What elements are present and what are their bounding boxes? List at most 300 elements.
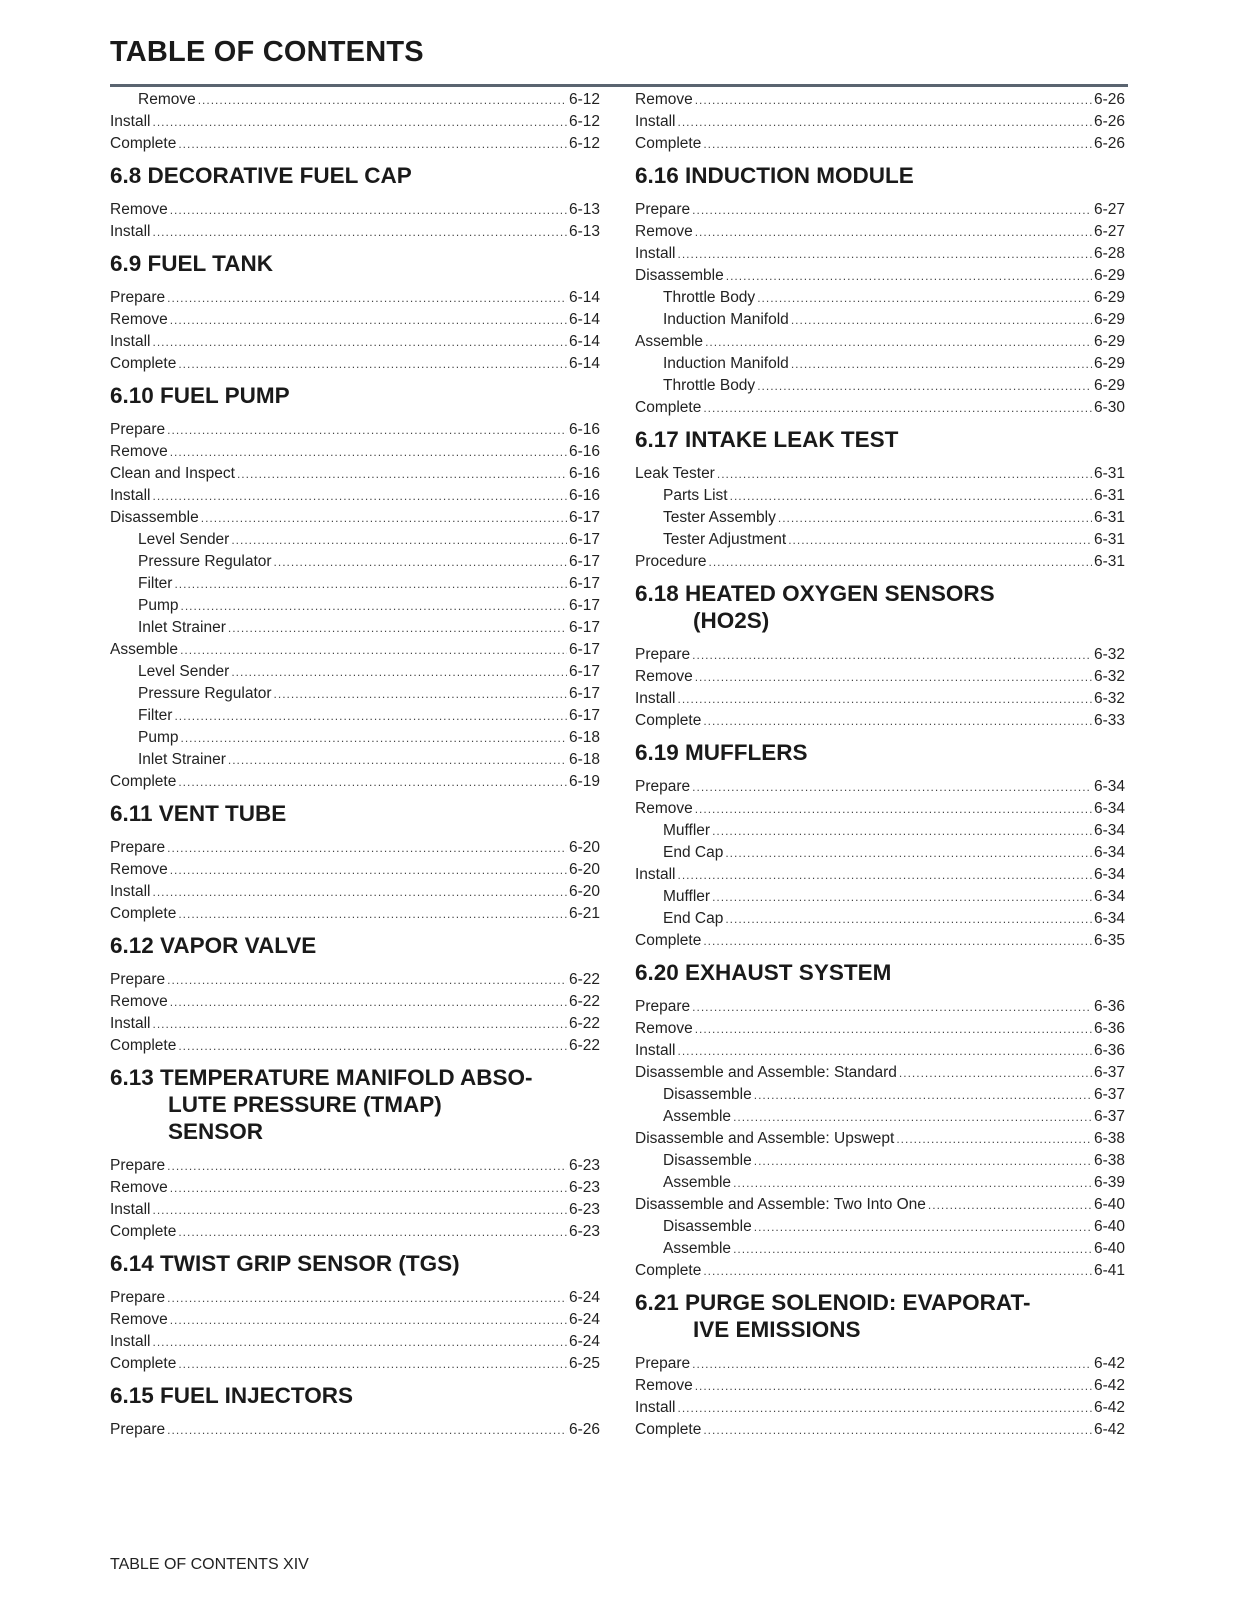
section-heading-text: 6.18 HEATED OXYGEN SENSORS — [635, 581, 995, 606]
dot-leader — [228, 749, 567, 771]
dot-leader — [228, 617, 567, 639]
toc-entry-disassemble[interactable] — [635, 265, 1125, 287]
toc-entry-page: 6-23 — [568, 1223, 600, 1240]
dot-leader — [181, 595, 567, 617]
toc-entry-prepare[interactable] — [635, 644, 1125, 666]
dot-leader — [692, 1353, 1092, 1375]
toc-entry-remove[interactable] — [635, 221, 1125, 243]
toc-entry-label: Prepare — [635, 1355, 691, 1372]
dot-leader — [198, 89, 567, 111]
section-heading-text: 6.15 FUEL INJECTORS — [110, 1383, 353, 1408]
toc-entry-label: Complete — [635, 399, 702, 416]
toc-entry-label: Prepare — [110, 839, 166, 856]
dot-leader — [153, 111, 567, 133]
toc-entry-label: Clean and Inspect — [110, 465, 235, 482]
toc-section — [110, 932, 600, 1057]
dot-leader — [791, 309, 1092, 331]
section-heading[interactable] — [635, 1289, 1125, 1343]
dot-leader — [725, 842, 1092, 864]
toc-entry-label: Install — [110, 883, 151, 900]
toc-entry-page: 6-38 — [1093, 1152, 1125, 1169]
toc-entry-prepare[interactable] — [110, 1155, 600, 1177]
dot-leader — [178, 1221, 567, 1243]
toc-entry-remove[interactable] — [635, 798, 1125, 820]
toc-entry-page: 6-41 — [1093, 1262, 1125, 1279]
toc-entry-page: 6-17 — [568, 641, 600, 658]
toc-entry-page: 6-20 — [568, 839, 600, 856]
toc-entry-page: 6-32 — [1093, 690, 1125, 707]
dot-leader — [174, 573, 567, 595]
toc-entry-label: Prepare — [635, 998, 691, 1015]
dot-leader — [703, 1419, 1092, 1441]
dot-leader — [778, 507, 1092, 529]
toc-entry-tester-adjustment[interactable] — [635, 529, 1125, 551]
section-heading[interactable] — [110, 162, 600, 189]
toc-entry-label: Remove — [110, 311, 168, 328]
toc-entry-label: Remove — [110, 993, 168, 1010]
toc-entry-complete[interactable] — [110, 353, 600, 375]
toc-entry-label: Disassemble — [663, 1152, 752, 1169]
toc-entry-label: Install — [635, 866, 676, 883]
toc-entry-throttle-body[interactable] — [635, 375, 1125, 397]
toc-entry-label: Remove — [635, 800, 693, 817]
toc-entry-assemble[interactable] — [635, 1238, 1125, 1260]
toc-entry-prepare[interactable] — [635, 199, 1125, 221]
toc-entry-leak-tester[interactable] — [635, 463, 1125, 485]
dot-leader — [754, 1084, 1092, 1106]
toc-entry-prepare[interactable] — [110, 419, 600, 441]
toc-entry-level-sender[interactable] — [110, 661, 600, 683]
dot-leader — [170, 1177, 567, 1199]
section-heading-text: 6.21 PURGE SOLENOID: EVAPORAT- — [635, 1290, 1031, 1315]
dot-leader — [733, 1106, 1092, 1128]
toc-entry-label: Install — [110, 113, 151, 130]
toc-entry-assemble[interactable] — [110, 639, 600, 661]
toc-entry-label: Remove — [110, 201, 168, 218]
toc-entry-disassemble[interactable] — [635, 1216, 1125, 1238]
toc-entry-label: Disassemble — [110, 509, 199, 526]
toc-section — [635, 580, 1125, 732]
toc-entry-remove[interactable] — [110, 89, 600, 111]
toc-entry-page: 6-37 — [1093, 1064, 1125, 1081]
toc-entry-filter[interactable] — [110, 573, 600, 595]
toc-entry-install[interactable] — [110, 111, 600, 133]
toc-entry-label: Remove — [635, 91, 693, 108]
toc-entry-disassemble[interactable] — [635, 1150, 1125, 1172]
toc-entry-label: Pump — [138, 597, 179, 614]
toc-entry-install[interactable] — [635, 1397, 1125, 1419]
toc-entry-install[interactable] — [110, 331, 600, 353]
toc-entry-page: 6-38 — [1093, 1130, 1125, 1147]
toc-entry-page: 6-37 — [1093, 1086, 1125, 1103]
toc-entry-remove[interactable] — [110, 309, 600, 331]
toc-entry-disassemble-and-assemble-standard[interactable] — [635, 1062, 1125, 1084]
toc-entry-label: Install — [110, 223, 151, 240]
toc-entry-label: Prepare — [110, 289, 166, 306]
toc-entry-install[interactable] — [635, 243, 1125, 265]
toc-entry-remove[interactable] — [110, 1309, 600, 1331]
toc-entry-label: Assemble — [663, 1108, 732, 1125]
toc-entry-remove[interactable] — [635, 666, 1125, 688]
toc-entry-label: Induction Manifold — [663, 311, 789, 328]
toc-entry-label: Complete — [110, 905, 177, 922]
toc-entry-page: 6-16 — [568, 487, 600, 504]
section-heading-text: 6.20 EXHAUST SYSTEM — [635, 960, 892, 985]
toc-entry-page: 6-29 — [1093, 377, 1125, 394]
toc-entry-page: 6-22 — [568, 993, 600, 1010]
toc-entry-remove[interactable] — [110, 991, 600, 1013]
toc-entry-page: 6-14 — [568, 289, 600, 306]
dot-leader — [899, 1062, 1092, 1084]
toc-entry-page: 6-29 — [1093, 333, 1125, 350]
toc-entry-pressure-regulator[interactable] — [110, 551, 600, 573]
header-rule — [110, 84, 1128, 87]
dot-leader — [692, 644, 1092, 666]
toc-entry-label: Inlet Strainer — [138, 751, 226, 768]
dot-leader — [178, 353, 567, 375]
dot-leader — [692, 199, 1092, 221]
toc-entry-label: Complete — [635, 1421, 702, 1438]
dot-leader — [178, 1353, 567, 1375]
toc-entry-label: End Cap — [663, 910, 724, 927]
toc-entry-page: 6-16 — [568, 465, 600, 482]
dot-leader — [695, 666, 1092, 688]
section-heading-continuation: (HO2S) — [693, 608, 770, 633]
toc-entry-induction-manifold[interactable] — [635, 353, 1125, 375]
toc-entry-label: Install — [110, 1015, 151, 1032]
toc-entry-inlet-strainer[interactable] — [110, 749, 600, 771]
toc-entry-end-cap[interactable] — [635, 842, 1125, 864]
toc-entry-label: Complete — [110, 773, 177, 790]
toc-entry-page: 6-13 — [568, 223, 600, 240]
toc-entry-label: Disassemble — [663, 1086, 752, 1103]
toc-entry-assemble[interactable] — [635, 1106, 1125, 1128]
toc-entry-label: Remove — [635, 668, 693, 685]
toc-entry-prepare[interactable] — [635, 996, 1125, 1018]
toc-entry-install[interactable] — [110, 221, 600, 243]
toc-entry-label: Prepare — [110, 421, 166, 438]
toc-entry-page: 6-36 — [1093, 1020, 1125, 1037]
toc-entry-install[interactable] — [635, 111, 1125, 133]
toc-entry-page: 6-22 — [568, 971, 600, 988]
toc-entry-page: 6-18 — [568, 729, 600, 746]
toc-entry-clean-and-inspect[interactable] — [110, 463, 600, 485]
toc-entry-disassemble-and-assemble-upswept[interactable] — [635, 1128, 1125, 1150]
section-heading[interactable] — [110, 932, 600, 959]
toc-entry-prepare[interactable] — [110, 1419, 600, 1441]
toc-entry-install[interactable] — [110, 485, 600, 507]
toc-entry-install[interactable] — [635, 688, 1125, 710]
toc-entry-page: 6-17 — [568, 575, 600, 592]
toc-section — [110, 1382, 600, 1441]
toc-entry-assemble[interactable] — [635, 1172, 1125, 1194]
toc-entry-label: Remove — [110, 1311, 168, 1328]
dot-leader — [725, 908, 1092, 930]
toc-entry-complete[interactable] — [110, 903, 600, 925]
toc-section — [635, 426, 1125, 573]
dot-leader — [705, 331, 1092, 353]
toc-entry-label: Prepare — [110, 1157, 166, 1174]
toc-entry-prepare[interactable] — [635, 776, 1125, 798]
toc-entry-page: 6-31 — [1093, 509, 1125, 526]
toc-entry-label: Tester Adjustment — [663, 531, 787, 548]
toc-entry-label: Remove — [635, 1377, 693, 1394]
toc-entry-page: 6-29 — [1093, 267, 1125, 284]
toc-entry-remove[interactable] — [110, 199, 600, 221]
dot-leader — [678, 688, 1092, 710]
toc-entry-label: Install — [635, 113, 676, 130]
toc-entry-page: 6-37 — [1093, 1108, 1125, 1125]
toc-entry-filter[interactable] — [110, 705, 600, 727]
toc-entry-install[interactable] — [110, 1331, 600, 1353]
toc-left-column — [110, 89, 600, 1441]
toc-entry-complete[interactable] — [110, 1035, 600, 1057]
dot-leader — [231, 529, 567, 551]
section-heading-text: 6.11 VENT TUBE — [110, 801, 287, 826]
toc-entry-page: 6-21 — [568, 905, 600, 922]
toc-entry-page: 6-17 — [568, 619, 600, 636]
section-heading-text: 6.10 FUEL PUMP — [110, 383, 290, 408]
toc-entry-pump[interactable] — [110, 727, 600, 749]
toc-entry-install[interactable] — [110, 1199, 600, 1221]
toc-entry-page: 6-14 — [568, 333, 600, 350]
toc-entry-label: Complete — [635, 932, 702, 949]
toc-entry-label: Prepare — [635, 201, 691, 218]
dot-leader — [274, 683, 567, 705]
toc-entry-remove[interactable] — [635, 1375, 1125, 1397]
toc-entry-prepare[interactable] — [110, 837, 600, 859]
section-heading[interactable] — [110, 250, 600, 277]
dot-leader — [178, 133, 567, 155]
toc-entry-page: 6-29 — [1093, 289, 1125, 306]
toc-entry-complete[interactable] — [635, 930, 1125, 952]
toc-entry-throttle-body[interactable] — [635, 287, 1125, 309]
toc-entry-page: 6-12 — [568, 113, 600, 130]
toc-entry-prepare[interactable] — [110, 1287, 600, 1309]
dot-leader — [153, 881, 567, 903]
dot-leader — [153, 1199, 567, 1221]
dot-leader — [717, 463, 1092, 485]
dot-leader — [695, 798, 1092, 820]
toc-right-column — [635, 89, 1125, 1441]
toc-entry-complete[interactable] — [110, 771, 600, 793]
toc-entry-remove[interactable] — [110, 859, 600, 881]
dot-leader — [695, 1018, 1092, 1040]
toc-entry-page: 6-23 — [568, 1201, 600, 1218]
toc-entry-induction-manifold[interactable] — [635, 309, 1125, 331]
dot-leader — [678, 1040, 1092, 1062]
toc-entry-label: Level Sender — [138, 663, 230, 680]
toc-entry-page: 6-27 — [1093, 201, 1125, 218]
toc-entry-label: Pressure Regulator — [138, 553, 272, 570]
dot-leader — [167, 837, 567, 859]
toc-entry-label: Induction Manifold — [663, 355, 789, 372]
toc-entry-label: Disassemble and Assemble: Standard — [635, 1064, 897, 1081]
toc-entry-complete[interactable] — [635, 1260, 1125, 1282]
toc-entry-complete[interactable] — [635, 133, 1125, 155]
toc-entry-remove[interactable] — [635, 1018, 1125, 1040]
toc-entry-label: Install — [635, 1042, 676, 1059]
toc-entry-assemble[interactable] — [635, 331, 1125, 353]
section-heading-continuation: IVE EMISSIONS — [693, 1317, 861, 1342]
toc-entry-label: Install — [110, 1333, 151, 1350]
toc-entry-complete[interactable] — [635, 397, 1125, 419]
toc-entry-level-sender[interactable] — [110, 529, 600, 551]
toc-entry-label: Leak Tester — [635, 465, 715, 482]
toc-entry-page: 6-17 — [568, 531, 600, 548]
dot-leader — [712, 886, 1092, 908]
toc-entry-label: Disassemble and Assemble: Two Into One — [635, 1196, 926, 1213]
toc-entry-page: 6-30 — [1093, 399, 1125, 416]
toc-entry-page: 6-26 — [1093, 135, 1125, 152]
section-heading[interactable] — [635, 580, 1125, 634]
page-footer: TABLE OF CONTENTS XIV — [110, 1556, 309, 1573]
toc-entry-page: 6-39 — [1093, 1174, 1125, 1191]
toc-entry-pump[interactable] — [110, 595, 600, 617]
dot-leader — [274, 551, 567, 573]
section-heading[interactable] — [635, 426, 1125, 453]
toc-entry-parts-list[interactable] — [635, 485, 1125, 507]
toc-entry-label: Complete — [110, 1355, 177, 1372]
toc-entry-label: Assemble — [635, 333, 704, 350]
toc-section — [110, 1250, 600, 1375]
section-heading[interactable] — [635, 162, 1125, 189]
toc-section — [635, 739, 1125, 952]
toc-entry-end-cap[interactable] — [635, 908, 1125, 930]
dot-leader — [170, 199, 567, 221]
toc-entry-complete[interactable] — [110, 133, 600, 155]
toc-entry-label: Disassemble — [663, 1218, 752, 1235]
dot-leader — [757, 287, 1092, 309]
toc-entry-disassemble[interactable] — [635, 1084, 1125, 1106]
toc-entry-muffler[interactable] — [635, 886, 1125, 908]
toc-entry-label: Inlet Strainer — [138, 619, 226, 636]
toc-entry-complete[interactable] — [635, 710, 1125, 732]
section-heading[interactable] — [110, 1064, 600, 1145]
toc-entry-remove[interactable] — [635, 89, 1125, 111]
toc-section — [110, 250, 600, 375]
toc-entry-label: Complete — [635, 712, 702, 729]
toc-section — [635, 162, 1125, 419]
toc-entry-label: Tester Assembly — [663, 509, 776, 526]
toc-entry-label: Complete — [635, 1262, 702, 1279]
dot-leader — [733, 1172, 1092, 1194]
toc-entry-complete[interactable] — [110, 1221, 600, 1243]
dot-leader — [692, 776, 1092, 798]
toc-entry-prepare[interactable] — [635, 1353, 1125, 1375]
dot-leader — [167, 419, 567, 441]
section-heading[interactable] — [635, 739, 1125, 766]
toc-entry-muffler[interactable] — [635, 820, 1125, 842]
toc-entry-label: Filter — [138, 575, 173, 592]
dot-leader — [170, 859, 567, 881]
section-heading[interactable] — [110, 800, 600, 827]
toc-entry-label: Muffler — [663, 888, 711, 905]
toc-entry-label: Prepare — [110, 971, 166, 988]
toc-entry-page: 6-32 — [1093, 646, 1125, 663]
toc-entry-complete[interactable] — [110, 1353, 600, 1375]
toc-entry-prepare[interactable] — [110, 287, 600, 309]
toc-entry-remove[interactable] — [110, 441, 600, 463]
toc-entry-prepare[interactable] — [110, 969, 600, 991]
section-heading[interactable] — [110, 1382, 600, 1409]
section-heading-text: 6.17 INTAKE LEAK TEST — [635, 427, 899, 452]
toc-entry-page: 6-17 — [568, 663, 600, 680]
toc-entry-install[interactable] — [110, 1013, 600, 1035]
dot-leader — [153, 331, 567, 353]
toc-entry-page: 6-27 — [1093, 223, 1125, 240]
toc-entry-page: 6-31 — [1093, 487, 1125, 504]
section-heading[interactable] — [635, 959, 1125, 986]
toc-entry-page: 6-13 — [568, 201, 600, 218]
section-heading[interactable] — [110, 382, 600, 409]
dot-leader — [678, 111, 1092, 133]
toc-entry-page: 6-29 — [1093, 355, 1125, 372]
section-heading-text: 6.12 VAPOR VALVE — [110, 933, 317, 958]
page-title: TABLE OF CONTENTS — [110, 36, 424, 68]
dot-leader — [791, 353, 1092, 375]
dot-leader — [692, 996, 1092, 1018]
toc-entry-page: 6-34 — [1093, 844, 1125, 861]
dot-leader — [896, 1128, 1092, 1150]
dot-leader — [703, 1260, 1092, 1282]
section-heading-text: 6.8 DECORATIVE FUEL CAP — [110, 163, 412, 188]
toc-entry-page: 6-40 — [1093, 1218, 1125, 1235]
toc-entry-label: Assemble — [110, 641, 179, 658]
toc-entry-disassemble[interactable] — [110, 507, 600, 529]
toc-entry-page: 6-23 — [568, 1157, 600, 1174]
section-heading-continuation: SENSOR — [168, 1119, 264, 1144]
toc-entry-page: 6-42 — [1093, 1399, 1125, 1416]
dot-leader — [703, 710, 1092, 732]
toc-entry-label: Complete — [635, 135, 702, 152]
toc-entry-label: Parts List — [663, 487, 728, 504]
section-heading[interactable] — [110, 1250, 600, 1277]
toc-entry-page: 6-40 — [1093, 1240, 1125, 1257]
toc-entry-label: Remove — [635, 1020, 693, 1037]
toc-entry-page: 6-31 — [1093, 553, 1125, 570]
toc-entry-install[interactable] — [110, 881, 600, 903]
toc-entry-install[interactable] — [635, 864, 1125, 886]
dot-leader — [170, 991, 567, 1013]
toc-entry-page: 6-32 — [1093, 668, 1125, 685]
toc-entry-complete[interactable] — [635, 1419, 1125, 1441]
toc-entry-label: Install — [110, 487, 151, 504]
dot-leader — [754, 1216, 1092, 1238]
toc-entry-page: 6-23 — [568, 1179, 600, 1196]
toc-entry-inlet-strainer[interactable] — [110, 617, 600, 639]
dot-leader — [178, 903, 567, 925]
toc-entry-page: 6-24 — [568, 1289, 600, 1306]
toc-entry-tester-assembly[interactable] — [635, 507, 1125, 529]
toc-entry-label: Complete — [110, 355, 177, 372]
toc-entry-procedure[interactable] — [635, 551, 1125, 573]
dot-leader — [181, 727, 567, 749]
toc-entry-page: 6-17 — [568, 707, 600, 724]
toc-entry-page: 6-28 — [1093, 245, 1125, 262]
dot-leader — [178, 771, 567, 793]
toc-entry-label: Disassemble — [635, 267, 724, 284]
toc-entry-remove[interactable] — [110, 1177, 600, 1199]
toc-entry-pressure-regulator[interactable] — [110, 683, 600, 705]
dot-leader — [733, 1238, 1092, 1260]
toc-entry-page: 6-17 — [568, 553, 600, 570]
toc-entry-label: Install — [635, 690, 676, 707]
toc-entry-install[interactable] — [635, 1040, 1125, 1062]
toc-entry-label: Assemble — [663, 1174, 732, 1191]
toc-entry-disassemble-and-assemble-two-into-one[interactable] — [635, 1194, 1125, 1216]
toc-entry-page: 6-26 — [568, 1421, 600, 1438]
